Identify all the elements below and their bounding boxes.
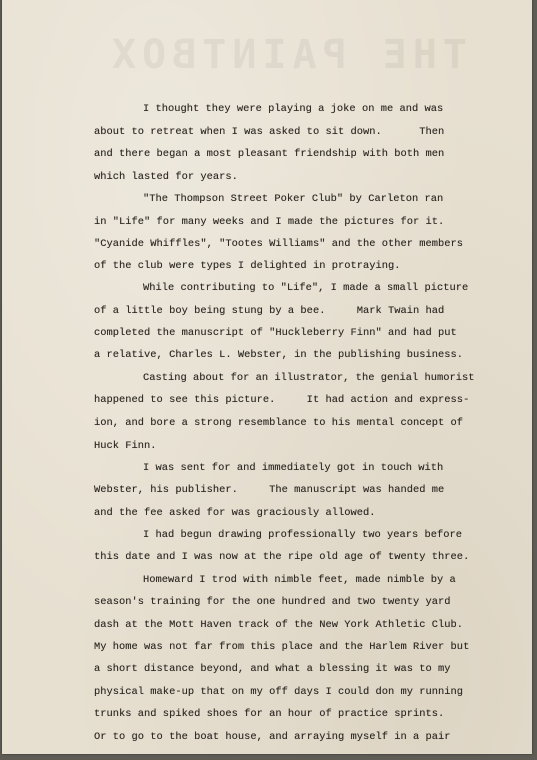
text-line: which lasted for years. bbox=[94, 171, 238, 183]
text-line: completed the manuscript of "Huckleberry Finn" and had put bbox=[94, 327, 457, 339]
text-line: Homeward I trod with nimble feet, made nimble by a bbox=[143, 574, 456, 586]
text-line: season's training for the one hundred and two twenty yard bbox=[94, 596, 451, 608]
text-line: Huck Finn. bbox=[94, 440, 157, 452]
text-line: of the club were types I delighted in protraying. bbox=[94, 260, 401, 272]
text-line: Or to go to the boat house, and arraying myself in a pair bbox=[94, 731, 451, 743]
text-line: Webster, his publisher. The manuscript was handed me bbox=[94, 484, 445, 496]
text-line: in "Life" for many weeks and I made the pictures for it. bbox=[94, 216, 445, 228]
text-line: My home was not far from this place and the Harlem River but bbox=[94, 641, 470, 653]
text-line: and there began a most pleasant friendship with both men bbox=[94, 148, 445, 160]
text-line: "The Thompson Street Poker Club" by Carleton ran bbox=[143, 193, 444, 205]
bleed-through-heading: THE PAINTBOX bbox=[106, 32, 467, 72]
text-line: "Cyanide Whiffles", "Tootes Williams" and the other members bbox=[94, 238, 464, 250]
text-line: a short distance beyond, and what a blessing it was to my bbox=[94, 663, 451, 675]
text-line: I thought they were playing a joke on me and was bbox=[143, 103, 444, 115]
text-line: I was sent for and immediately got in touch with bbox=[143, 462, 444, 474]
text-line: happened to see this picture. It had action and express- bbox=[94, 394, 470, 406]
text-line: trunks and spiked shoes for an hour of practice sprints. bbox=[94, 708, 445, 720]
text-line: a relative, Charles L. Webster, in the publishing business. bbox=[94, 349, 464, 361]
text-line: and the fee asked for was graciously allowed. bbox=[94, 507, 376, 519]
text-line: about to retreat when I was asked to sit down. Then bbox=[94, 126, 445, 138]
document-page bbox=[2, 0, 532, 754]
text-line: I had begun drawing professionally two years before bbox=[143, 529, 463, 541]
text-line: of a little boy being stung by a bee. Mark Twain had bbox=[94, 305, 445, 317]
text-line: While contributing to "Life", I made a small picture bbox=[143, 282, 469, 294]
text-line: this date and I was now at the ripe old age of twenty three. bbox=[94, 551, 470, 563]
typed-text-body bbox=[2, 0, 532, 754]
text-line: ion, and bore a strong resemblance to his mental concept of bbox=[94, 417, 464, 429]
text-line: physical make-up that on my off days I could don my running bbox=[94, 686, 464, 698]
text-line: dash at the Mott Haven track of the New York Athletic Club. bbox=[94, 619, 464, 631]
text-line: Casting about for an illustrator, the genial humorist bbox=[143, 372, 475, 384]
